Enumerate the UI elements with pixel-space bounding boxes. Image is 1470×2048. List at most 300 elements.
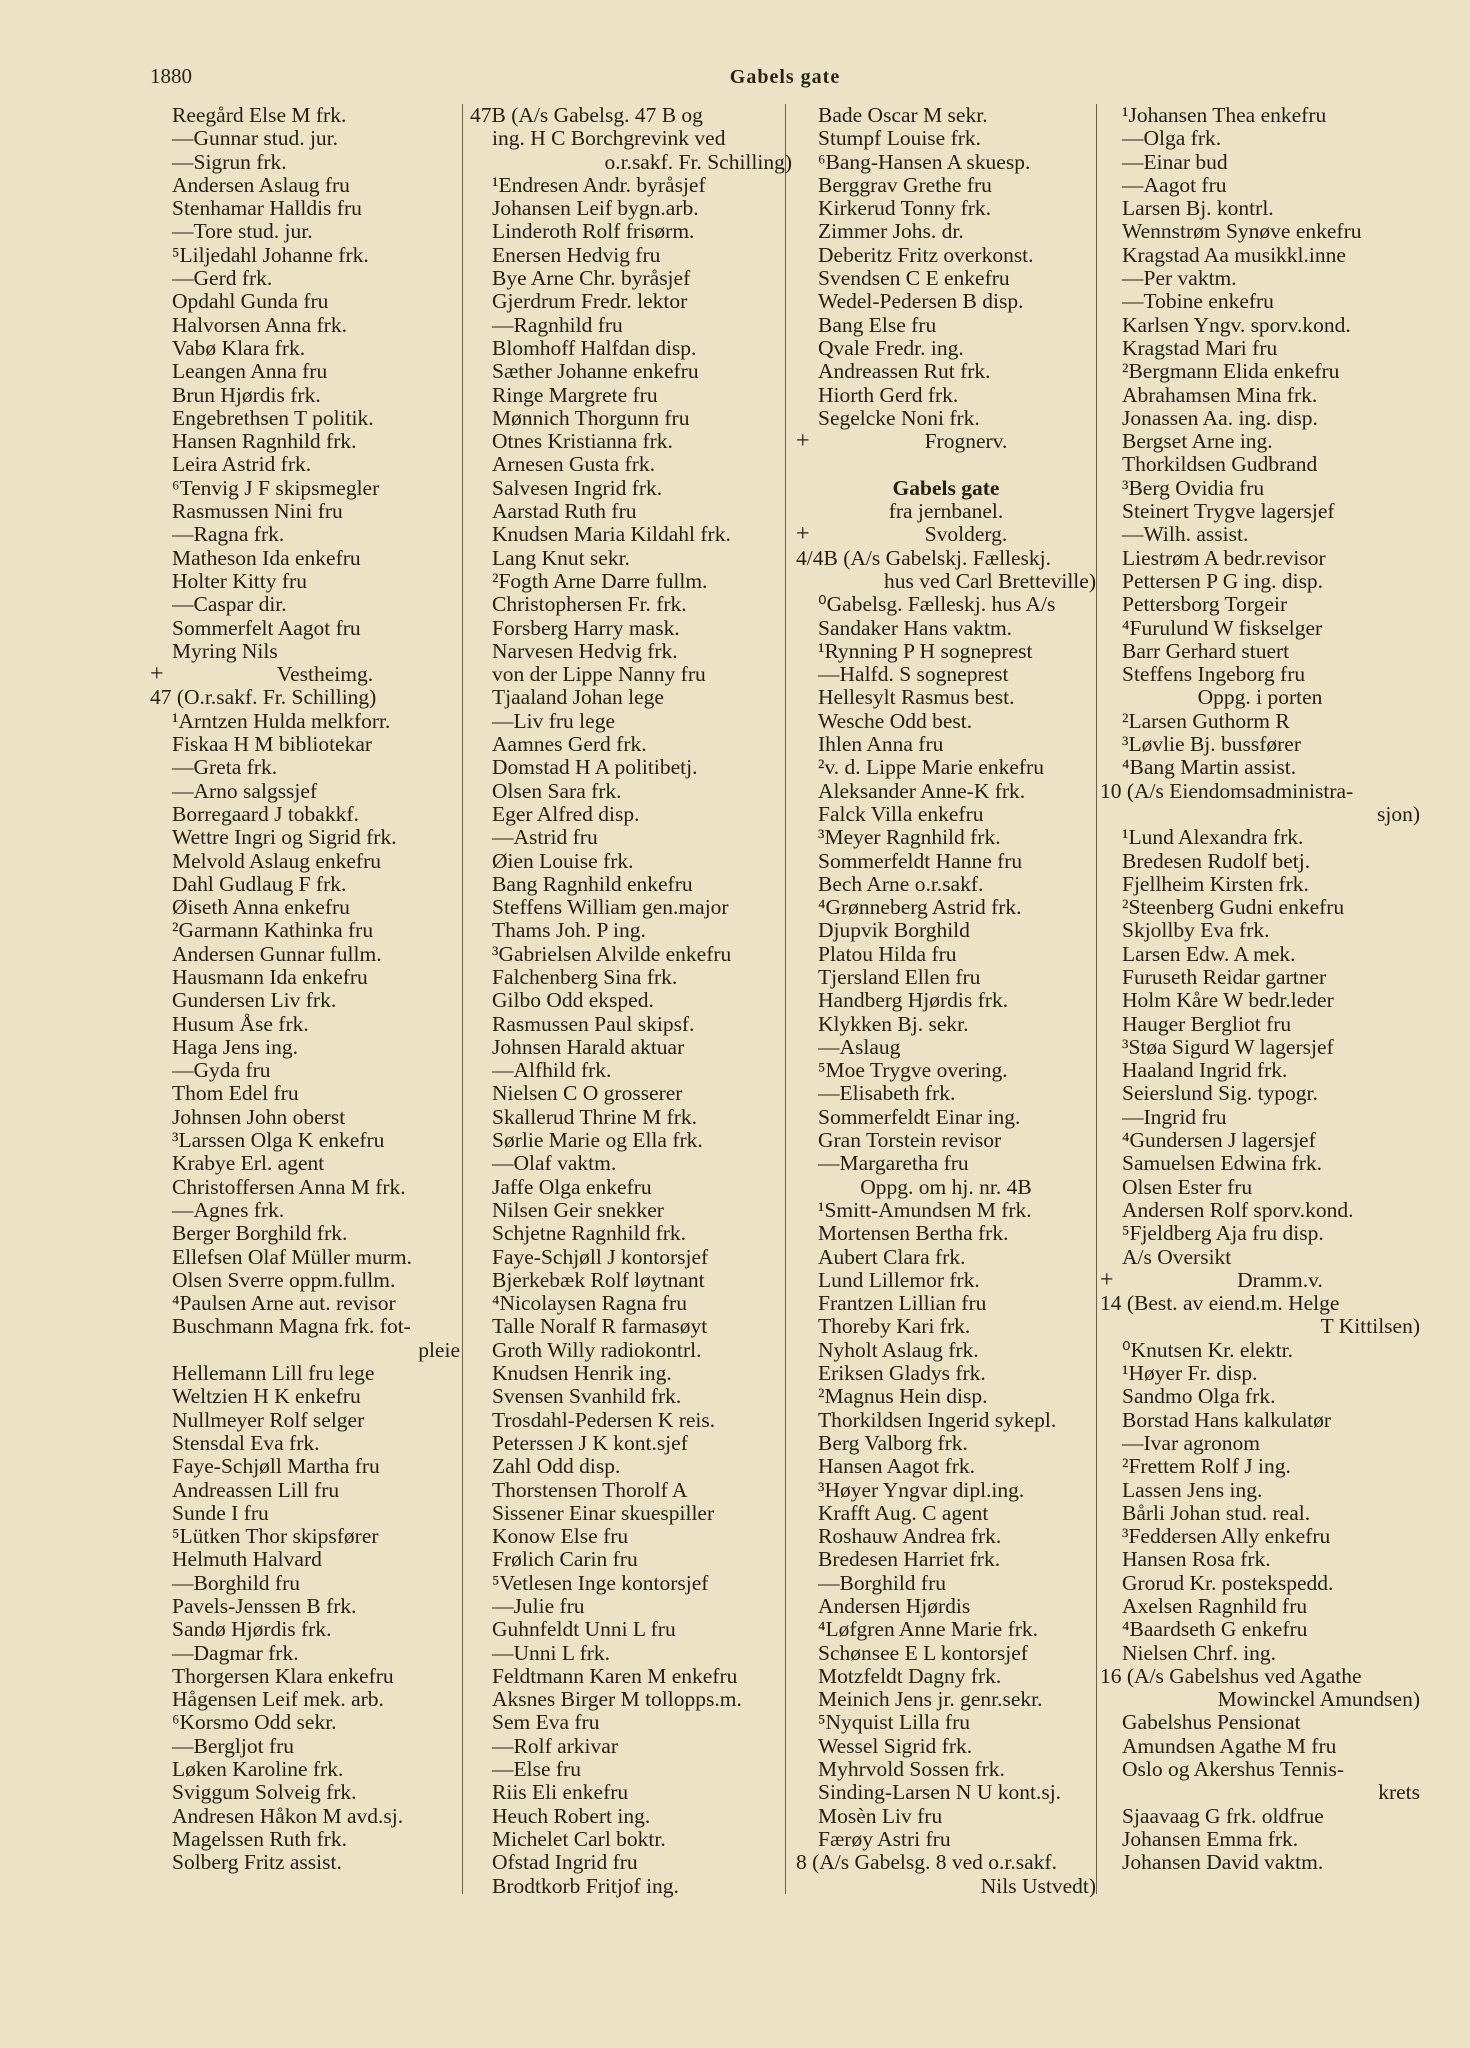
resident-entry: Borstad Hans kalkulatør xyxy=(1122,1407,1331,1432)
resident-entry: —Elisabeth frk. xyxy=(818,1081,956,1106)
resident-entry: Sommerfelt Aagot fru xyxy=(172,615,361,640)
resident-entry: Andreassen Rut frk. xyxy=(818,359,991,384)
resident-entry: Thorkildsen Gudbrand xyxy=(1122,452,1318,477)
resident-entry: Wedel-Pedersen B disp. xyxy=(818,289,1024,314)
building-heading: 47B (A/s Gabelsg. 47 B og xyxy=(470,103,703,127)
resident-entry: ³Meyer Ragnhild frk. xyxy=(818,825,1001,850)
resident-entry: ²Bergmann Elida enkefru xyxy=(1122,359,1340,384)
resident-entry: Barr Gerhard stuert xyxy=(1122,638,1290,663)
resident-entry: Hiorth Gerd frk. xyxy=(818,382,959,407)
resident-entry: Sommerfeldt Einar ing. xyxy=(818,1104,1021,1129)
resident-entry: Krafft Aug. C agent xyxy=(818,1500,989,1525)
resident-entry: Kragstad Mari fru xyxy=(1122,335,1278,360)
resident-entry: Nielsen Chrf. ing. xyxy=(1122,1640,1277,1665)
resident-entry: ⁴Baardseth G enkefru xyxy=(1122,1617,1308,1642)
resident-entry: —Gunnar stud. jur. xyxy=(172,126,339,151)
resident-entry: Stumpf Louise frk. xyxy=(818,126,982,151)
resident-entry: Talle Noralf R farmasøyt xyxy=(492,1314,708,1339)
directory-column-2 xyxy=(470,104,792,1984)
continuation-line: krets xyxy=(1378,1780,1420,1805)
resident-entry: Sandmo Olga frk. xyxy=(1122,1384,1276,1409)
resident-entry: ⁵Liljedahl Johanne frk. xyxy=(172,242,369,267)
resident-entry: Vabø Klara frk. xyxy=(172,335,306,360)
resident-entry: Johnsen Harald aktuar xyxy=(492,1034,685,1059)
resident-entry: Sørlie Marie og Ella frk. xyxy=(492,1128,703,1153)
resident-entry: Aarstad Ruth fru xyxy=(492,499,637,524)
resident-entry: Nielsen C O grosserer xyxy=(492,1081,683,1106)
resident-entry: Færøy Astri fru xyxy=(818,1826,951,1851)
resident-entry: Steffens William gen.major xyxy=(492,895,729,920)
resident-entry: Lund Lillemor frk. xyxy=(818,1267,980,1292)
resident-entry: ¹Arntzen Hulda melkforr. xyxy=(172,708,391,733)
resident-entry: Gjerdrum Fredr. lektor xyxy=(492,289,688,314)
resident-entry: Andresen Håkon M avd.sj. xyxy=(172,1803,404,1828)
page-number: 1880 xyxy=(150,64,192,88)
resident-entry: Konow Else fru xyxy=(492,1524,629,1549)
resident-entry: Skjollby Eva frk. xyxy=(1122,918,1270,943)
resident-entry: Solberg Fritz assist. xyxy=(172,1850,342,1875)
resident-entry: Svendsen C E enkefru xyxy=(818,266,1010,291)
resident-entry: Ellefsen Olaf Müller murm. xyxy=(172,1244,413,1269)
resident-entry: Hågensen Leif mek. arb. xyxy=(172,1687,384,1712)
resident-entry: ²Garmann Kathinka fru xyxy=(172,918,374,943)
resident-entry: ³Feddersen Ally enkefru xyxy=(1122,1524,1331,1549)
resident-entry: Frølich Carin fru xyxy=(492,1547,638,1572)
resident-entry: Johnsen John oberst xyxy=(172,1104,346,1129)
resident-entry: Pettersborg Torgeir xyxy=(1122,592,1288,617)
cross-street-name: Frognerv. xyxy=(924,429,1008,454)
resident-entry: Klykken Bj. sekr. xyxy=(818,1011,969,1036)
resident-entry: Hellesylt Rasmus best. xyxy=(818,685,1015,710)
resident-entry: ¹Høyer Fr. disp. xyxy=(1122,1361,1258,1386)
resident-entry: Wesche Odd best. xyxy=(818,708,973,733)
resident-entry: ⁴Gundersen J lagersjef xyxy=(1122,1128,1316,1153)
resident-entry: —Aagot fru xyxy=(1122,172,1227,197)
resident-entry: Otnes Kristianna frk. xyxy=(492,429,673,454)
resident-entry: Tjersland Ellen fru xyxy=(818,964,981,989)
resident-entry: Melvold Aslaug enkefru xyxy=(172,848,381,873)
resident-entry: Dahl Gudlaug F frk. xyxy=(172,871,347,896)
resident-entry: ²Fogth Arne Darre fullm. xyxy=(492,568,708,593)
resident-entry: Weltzien H K enkefru xyxy=(172,1384,361,1409)
plus-icon: + xyxy=(796,521,810,548)
resident-entry: ⁴Løfgren Anne Marie frk. xyxy=(818,1617,1039,1642)
resident-entry: Olsen Sara frk. xyxy=(492,778,622,803)
resident-entry: Bech Arne o.r.sakf. xyxy=(818,871,984,896)
resident-entry: Sem Eva fru xyxy=(492,1710,600,1735)
resident-entry: ¹Rynning P H sogneprest xyxy=(818,638,1033,663)
resident-entry: Groth Willy radiokontrl. xyxy=(492,1337,702,1362)
resident-entry: Enersen Hedvig fru xyxy=(492,242,661,267)
resident-entry: Bang Else fru xyxy=(818,312,937,337)
resident-entry: Johansen Emma frk. xyxy=(1122,1826,1299,1851)
resident-entry: —Ragnhild fru xyxy=(492,312,623,337)
resident-entry: Deberitz Fritz overkonst. xyxy=(818,242,1034,267)
resident-entry: Steinert Trygve lagersjef xyxy=(1122,499,1335,524)
resident-entry: Lassen Jens ing. xyxy=(1122,1477,1263,1502)
resident-entry: Karlsen Yngv. sporv.kond. xyxy=(1122,312,1351,337)
resident-entry: Peterssen J K kont.sjef xyxy=(492,1430,688,1455)
resident-entry: ⁵Nyquist Lilla fru xyxy=(818,1710,971,1735)
resident-entry: Schønsee E L kontorsjef xyxy=(818,1640,1028,1665)
resident-entry: Johansen Leif bygn.arb. xyxy=(492,196,699,221)
resident-entry: ²v. d. Lippe Marie enkefru xyxy=(818,755,1044,780)
resident-entry: Kirkerud Tonny frk. xyxy=(818,196,992,221)
resident-entry: —Caspar dir. xyxy=(172,592,287,617)
resident-entry: ²Magnus Hein disp. xyxy=(818,1384,988,1409)
resident-entry: Falchenberg Sina frk. xyxy=(492,964,678,989)
resident-entry: —Ragna frk. xyxy=(172,522,285,547)
resident-entry: Sommerfeldt Hanne fru xyxy=(818,848,1023,873)
resident-entry: ⁶Bang-Hansen A skuesp. xyxy=(818,149,1031,174)
resident-entry: —Ivar agronom xyxy=(1122,1430,1260,1455)
resident-entry: Berggrav Grethe fru xyxy=(818,172,992,197)
continuation-line: sjon) xyxy=(1377,801,1420,826)
resident-entry: Liestrøm A bedr.revisor xyxy=(1122,545,1326,570)
resident-entry: Øiseth Anna enkefru xyxy=(172,895,350,920)
resident-entry: —Dagmar frk. xyxy=(172,1640,299,1665)
resident-entry: Knudsen Henrik ing. xyxy=(492,1361,672,1386)
resident-entry: Hellemann Lill fru lege xyxy=(172,1361,375,1386)
resident-entry: ³Berg Ovidia fru xyxy=(1122,475,1265,500)
resident-entry: —Bergljot fru xyxy=(172,1733,295,1758)
resident-entry: Kragstad Aa musikkl.inne xyxy=(1122,242,1346,267)
resident-entry: Heuch Robert ing. xyxy=(492,1803,651,1828)
resident-entry: Ihlen Anna fru xyxy=(818,732,944,757)
resident-entry: —Rolf arkivar xyxy=(492,1733,618,1758)
resident-entry: Bredesen Rudolf betj. xyxy=(1122,848,1311,873)
continuation-line: Nils Ustvedt) xyxy=(980,1873,1096,1898)
building-heading: 16 (A/s Gabelshus ved Agathe xyxy=(1100,1663,1362,1688)
resident-entry: Rasmussen Nini fru xyxy=(172,499,343,524)
column-divider xyxy=(462,104,463,1894)
column-divider xyxy=(1096,104,1097,1894)
resident-entry: Borregaard J tobakkf. xyxy=(172,801,359,826)
resident-entry: Jaffe Olga enkefru xyxy=(492,1174,652,1199)
resident-entry: ⁴Nicolaysen Ragna fru xyxy=(492,1291,687,1316)
centered-note: Oppg. om hj. nr. 4B xyxy=(860,1174,1032,1199)
resident-entry: Buschmann Magna frk. fot- xyxy=(172,1314,411,1339)
resident-entry: Halvorsen Anna frk. xyxy=(172,312,347,337)
resident-entry: Hansen Ragnhild frk. xyxy=(172,429,357,454)
building-heading: 47 (O.r.sakf. Fr. Schilling) xyxy=(150,685,377,710)
resident-entry: Oslo og Akershus Tennis- xyxy=(1122,1757,1345,1782)
plus-icon: + xyxy=(150,661,164,688)
resident-entry: Thorgersen Klara enkefru xyxy=(172,1663,394,1688)
resident-entry: Nilsen Geir snekker xyxy=(492,1197,664,1222)
resident-entry: Faye-Schjøll J kontorsjef xyxy=(492,1244,709,1269)
resident-entry: Grorud Kr. postekspedd. xyxy=(1122,1570,1334,1595)
resident-entry: Thom Edel fru xyxy=(172,1081,299,1106)
resident-entry: Trosdahl-Pedersen K reis. xyxy=(492,1407,716,1432)
cross-street-name: Svolderg. xyxy=(924,522,1008,547)
resident-entry: —Einar bud xyxy=(1122,149,1228,174)
resident-entry: —Tobine enkefru xyxy=(1122,289,1274,314)
resident-entry: ⁵Fjeldberg Aja fru disp. xyxy=(1122,1221,1324,1246)
resident-entry: Leangen Anna fru xyxy=(172,359,328,384)
resident-entry: Ringe Margrete fru xyxy=(492,382,658,407)
resident-entry: Hansen Aagot frk. xyxy=(818,1454,976,1479)
resident-entry: von der Lippe Nanny fru xyxy=(492,662,706,687)
resident-entry: Berg Valborg frk. xyxy=(818,1430,968,1455)
resident-entry: ⁴Furulund W fiskselger xyxy=(1122,615,1323,640)
resident-entry: Bade Oscar M sekr. xyxy=(818,103,988,127)
resident-entry: Djupvik Borghild xyxy=(818,918,970,943)
resident-entry: Feldtmann Karen M enkefru xyxy=(492,1663,738,1688)
resident-entry: Forsberg Harry mask. xyxy=(492,615,680,640)
resident-entry: Schjetne Ragnhild frk. xyxy=(492,1221,687,1246)
resident-entry: Holter Kitty fru xyxy=(172,568,307,593)
resident-entry: Frantzen Lillian fru xyxy=(818,1291,987,1316)
resident-entry: Handberg Hjørdis frk. xyxy=(818,988,1009,1013)
resident-entry: Hausmann Ida enkefru xyxy=(172,964,368,989)
resident-entry: Mosèn Liv fru xyxy=(818,1803,943,1828)
resident-entry: Brun Hjørdis frk. xyxy=(172,382,321,407)
running-head: Gabels gate xyxy=(729,66,841,88)
cross-street-marker xyxy=(150,663,460,686)
resident-entry: Fjellheim Kirsten frk. xyxy=(1122,871,1309,896)
resident-entry: Sunde I fru xyxy=(172,1500,269,1525)
resident-entry: Arnesen Gusta frk. xyxy=(492,452,655,477)
resident-entry: Narvesen Hedvig frk. xyxy=(492,638,678,663)
resident-entry: Amundsen Agathe M fru xyxy=(1122,1733,1337,1758)
resident-entry: Larsen Bj. kontrl. xyxy=(1122,196,1274,221)
resident-entry: —Olga frk. xyxy=(1122,126,1222,151)
resident-entry: —Unni L frk. xyxy=(492,1640,611,1665)
resident-entry: Pavels-Jenssen B frk. xyxy=(172,1594,357,1618)
resident-entry: ⁵Lütken Thor skipsfører xyxy=(172,1524,379,1549)
resident-entry: ¹Lund Alexandra frk. xyxy=(1122,825,1304,850)
resident-entry: ³Gabrielsen Alvilde enkefru xyxy=(492,941,732,966)
resident-entry: ²Larsen Guthorm R xyxy=(1122,708,1290,733)
centered-note: fra jernbanel. xyxy=(888,499,1004,524)
resident-entry: —Per vaktm. xyxy=(1122,266,1237,291)
resident-entry: Helmuth Halvard xyxy=(172,1547,322,1572)
resident-entry: Lang Knut sekr. xyxy=(492,545,630,570)
resident-entry: Andersen Hjørdis xyxy=(818,1594,971,1618)
resident-entry: Bergset Arne ing. xyxy=(1122,429,1273,454)
resident-entry: Krabye Erl. agent xyxy=(172,1151,325,1176)
plus-icon: + xyxy=(796,428,810,455)
resident-entry: Løken Karoline frk. xyxy=(172,1757,344,1782)
resident-entry: Hansen Rosa frk. xyxy=(1122,1547,1271,1572)
resident-entry: Sjaavaag G frk. oldfrue xyxy=(1122,1803,1324,1828)
resident-entry: Falck Villa enkefru xyxy=(818,801,984,826)
resident-entry: —Olaf vaktm. xyxy=(492,1151,617,1176)
resident-entry: Thoreby Kari frk. xyxy=(818,1314,971,1339)
resident-entry: Larsen Edw. A mek. xyxy=(1122,941,1296,966)
cross-street-name: Vestheimg. xyxy=(276,662,374,687)
resident-entry: Domstad H A politibetj. xyxy=(492,755,698,780)
resident-entry: —Liv fru lege xyxy=(492,708,615,733)
resident-entry: Gilbo Odd eksped. xyxy=(492,988,654,1013)
resident-entry: Mortensen Bertha frk. xyxy=(818,1221,1009,1246)
resident-entry: Riis Eli enkefru xyxy=(492,1780,629,1805)
cross-street-marker xyxy=(1100,1266,1420,1293)
resident-entry: Bang Ragnhild enkefru xyxy=(492,871,693,896)
resident-entry: Nyholt Aslaug frk. xyxy=(818,1337,979,1362)
resident-entry: ⁵Vetlesen Inge kontorsjef xyxy=(492,1570,709,1595)
resident-entry: Roshauw Andrea frk. xyxy=(818,1524,1002,1549)
resident-entry: ⁵Moe Trygve overing. xyxy=(818,1058,1008,1083)
resident-entry: Wennstrøm Synøve enkefru xyxy=(1122,219,1362,244)
resident-entry: ⁶Korsmo Odd sekr. xyxy=(172,1710,337,1735)
continuation-line: o.r.sakf. Fr. Schilling) xyxy=(604,149,792,174)
resident-entry: Bredesen Harriet frk. xyxy=(818,1547,1001,1572)
directory-column-3 xyxy=(796,104,1096,1984)
resident-entry: Aksnes Birger M tollopps.m. xyxy=(492,1687,742,1712)
building-heading: 14 (Best. av eiend.m. Helge xyxy=(1100,1291,1340,1316)
resident-entry: —Julie fru xyxy=(492,1594,585,1618)
resident-entry: Holm Kåre W bedr.leder xyxy=(1122,988,1334,1013)
resident-entry: ²Frettem Rolf J ing. xyxy=(1122,1454,1291,1479)
resident-entry: Haaland Ingrid frk. xyxy=(1122,1058,1288,1083)
resident-entry: Sandø Hjørdis frk. xyxy=(172,1617,332,1642)
resident-entry: ⁴Bang Martin assist. xyxy=(1122,755,1297,780)
resident-entry: Zahl Odd disp. xyxy=(492,1454,621,1479)
resident-entry: Segelcke Noni frk. xyxy=(818,405,980,430)
continuation-line: pleie xyxy=(418,1337,460,1362)
resident-entry: ³Larssen Olga K enkefru xyxy=(172,1128,385,1153)
resident-entry: Øien Louise frk. xyxy=(492,848,634,873)
resident-entry: ing. H C Borchgrevink ved xyxy=(492,126,726,151)
resident-entry: Myring Nils xyxy=(172,638,278,663)
resident-entry: —Gyda fru xyxy=(172,1058,271,1083)
centered-note: Oppg. i porten xyxy=(1197,685,1323,710)
resident-entry: Husum Åse frk. xyxy=(172,1011,309,1036)
resident-entry: ³Løvlie Bj. bussfører xyxy=(1122,732,1302,757)
resident-entry: Abrahamsen Mina frk. xyxy=(1122,382,1318,407)
resident-entry: —Tore stud. jur. xyxy=(172,219,313,244)
resident-entry: ⁶Tenvig J F skipsmegler xyxy=(172,475,380,500)
resident-entry: ⁴Grønneberg Astrid frk. xyxy=(818,895,1022,920)
resident-entry: Andreassen Lill fru xyxy=(172,1477,340,1502)
resident-entry: Eger Alfred disp. xyxy=(492,801,640,826)
cross-street-marker xyxy=(796,523,1096,546)
resident-entry: —Borghild fru xyxy=(818,1570,947,1595)
resident-entry: Zimmer Johs. dr. xyxy=(818,219,964,244)
resident-entry: Tjaaland Johan lege xyxy=(492,685,664,710)
resident-entry xyxy=(796,453,1096,476)
resident-entry: —Wilh. assist. xyxy=(1122,522,1249,547)
resident-entry: Matheson Ida enkefru xyxy=(172,545,361,570)
resident-entry: —Aslaug xyxy=(818,1034,901,1059)
resident-entry: —Margaretha fru xyxy=(818,1151,969,1176)
resident-entry: ⁰Gabelsg. Fælleskj. hus A/s xyxy=(818,592,1056,617)
resident-entry: Pettersen P G ing. disp. xyxy=(1122,568,1324,593)
directory-column-1 xyxy=(150,104,460,1984)
resident-entry: Jonassen Aa. ing. disp. xyxy=(1122,405,1318,430)
resident-entry: —Greta frk. xyxy=(172,755,278,780)
building-heading: 10 (A/s Eiendomsadministra- xyxy=(1100,778,1354,803)
resident-entry: Stenhamar Halldis fru xyxy=(172,196,362,221)
resident-entry: Sviggum Solveig frk. xyxy=(172,1780,357,1805)
resident-entry: Axelsen Ragnhild fru xyxy=(1122,1594,1308,1618)
resident-entry: Andersen Aslaug fru xyxy=(172,172,350,197)
resident-entry: Reegård Else M frk. xyxy=(172,103,347,127)
section-heading: Gabels gate xyxy=(892,475,1000,500)
resident-entry: Linderoth Rolf frisørm. xyxy=(492,219,695,244)
resident-entry: Aamnes Gerd frk. xyxy=(492,732,647,757)
directory-column-4 xyxy=(1100,104,1420,1984)
resident-entry: Engebrethsen T politik. xyxy=(172,405,374,430)
resident-entry: Aubert Clara frk. xyxy=(818,1244,966,1269)
resident-entry: Stensdal Eva frk. xyxy=(172,1430,320,1455)
resident-entry: —Gerd frk. xyxy=(172,266,273,291)
resident-entry: —Borghild fru xyxy=(172,1570,301,1595)
resident-entry: Magelssen Ruth frk. xyxy=(172,1826,347,1851)
resident-entry: Guhnfeldt Unni L fru xyxy=(492,1617,676,1642)
resident-entry: Blomhoff Halfdan disp. xyxy=(492,335,697,360)
resident-entry: Christoffersen Anna M frk. xyxy=(172,1174,406,1199)
continuation-line: T Kittilsen) xyxy=(1320,1314,1420,1339)
resident-entry: A/s Oversikt xyxy=(1122,1244,1232,1269)
resident-entry: ³Støa Sigurd W lagersjef xyxy=(1122,1034,1334,1059)
resident-entry: —Agnes frk. xyxy=(172,1197,285,1222)
resident-entry: Platou Hilda fru xyxy=(818,941,957,966)
resident-entry: Gabelshus Pensionat xyxy=(1122,1710,1301,1735)
resident-entry: Fiskaa H M bibliotekar xyxy=(172,732,373,757)
resident-entry: Thorkildsen Ingerid sykepl. xyxy=(818,1407,1057,1432)
resident-entry: Leira Astrid frk. xyxy=(172,452,312,477)
resident-entry: Hauger Bergliot fru xyxy=(1122,1011,1292,1036)
building-heading: 4/4B (A/s Gabelskj. Fælleskj. xyxy=(796,545,1052,570)
resident-entry: ¹Johansen Thea enkefru xyxy=(1122,103,1327,127)
resident-entry: Svensen Svanhild frk. xyxy=(492,1384,682,1409)
resident-entry: Opdahl Gunda fru xyxy=(172,289,329,314)
cross-street-name: Dramm.v. xyxy=(1237,1267,1323,1292)
resident-entry: Olsen Ester fru xyxy=(1122,1174,1253,1199)
resident-entry: Andersen Gunnar fullm. xyxy=(172,941,382,966)
resident-entry: Motzfeldt Dagny frk. xyxy=(818,1663,1002,1688)
building-heading: 8 (A/s Gabelsg. 8 ved o.r.sakf. xyxy=(796,1850,1057,1875)
resident-entry: —Else fru xyxy=(492,1757,581,1782)
resident-entry: —Halfd. S sogneprest xyxy=(818,662,1009,687)
page-header xyxy=(150,64,1420,100)
resident-entry: Samuelsen Edwina frk. xyxy=(1122,1151,1323,1176)
resident-entry: Knudsen Maria Kildahl frk. xyxy=(492,522,731,547)
resident-entry: Christophersen Fr. frk. xyxy=(492,592,687,617)
resident-entry: Furuseth Reidar gartner xyxy=(1122,964,1327,989)
resident-entry: Bjerkebæk Rolf løytnant xyxy=(492,1267,705,1292)
resident-entry: ¹Endresen Andr. byråsjef xyxy=(492,172,706,197)
resident-entry: Haga Jens ing. xyxy=(172,1034,298,1059)
resident-entry: Sæther Johanne enkefru xyxy=(492,359,699,384)
resident-entry: Bye Arne Chr. byråsjef xyxy=(492,266,691,291)
resident-entry: —Ingrid fru xyxy=(1122,1104,1227,1129)
resident-entry: Olsen Sverre oppm.fullm. xyxy=(172,1267,396,1292)
resident-entry: ¹Smitt-Amundsen M frk. xyxy=(818,1197,1032,1222)
resident-entry: Thams Joh. P ing. xyxy=(492,918,646,943)
resident-entry: ²Steenberg Gudni enkefru xyxy=(1122,895,1345,920)
resident-entry: Sinding-Larsen N U kont.sj. xyxy=(818,1780,1062,1805)
resident-entry: ³Høyer Yngvar dipl.ing. xyxy=(818,1477,1025,1502)
resident-entry: Sandaker Hans vaktm. xyxy=(818,615,1013,640)
resident-entry: Wessel Sigrid frk. xyxy=(818,1733,973,1758)
resident-entry: Ofstad Ingrid fru xyxy=(492,1850,638,1875)
resident-entry: Bårli Johan stud. real. xyxy=(1122,1500,1311,1525)
resident-entry: —Alfhild frk. xyxy=(492,1058,612,1083)
resident-entry: Sissener Einar skuespiller xyxy=(492,1500,715,1525)
resident-entry: ⁰Knutsen Kr. elektr. xyxy=(1122,1337,1294,1362)
resident-entry: Berger Borghild frk. xyxy=(172,1221,348,1246)
resident-entry: Salvesen Ingrid frk. xyxy=(492,475,663,500)
resident-entry: Thorstensen Thorolf A xyxy=(492,1477,688,1502)
resident-entry: Meinich Jens jr. genr.sekr. xyxy=(818,1687,1043,1712)
plus-icon: + xyxy=(1100,1266,1114,1293)
resident-entry: Aleksander Anne-K frk. xyxy=(818,778,1026,803)
resident-entry: Steffens Ingeborg fru xyxy=(1122,662,1306,687)
